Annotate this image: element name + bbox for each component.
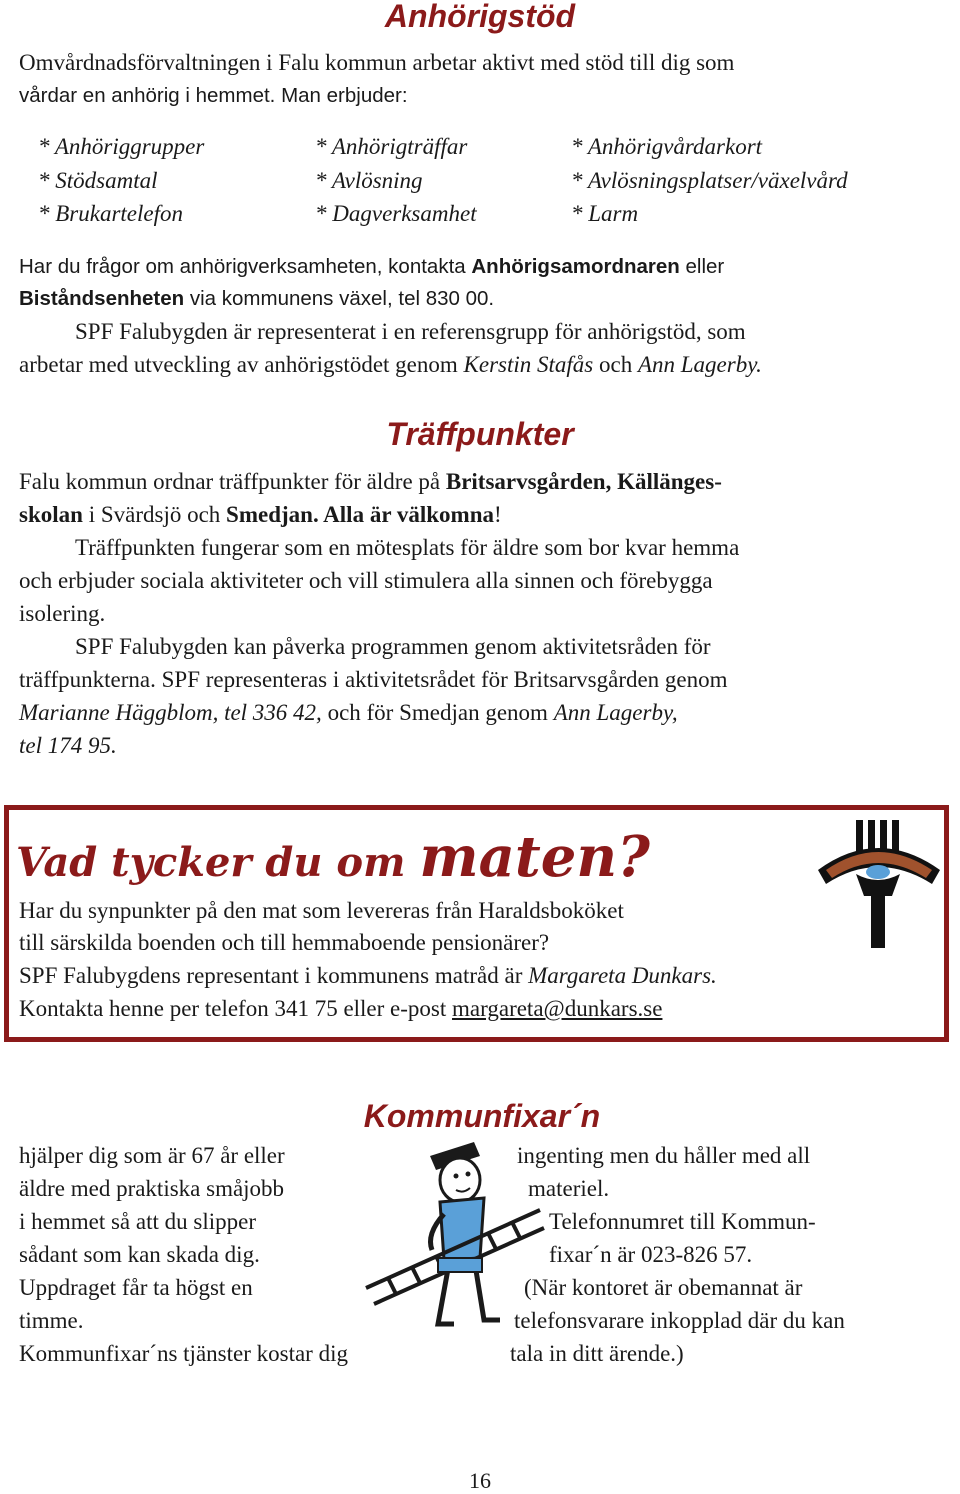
offering-item: * Avlösningsplatser/växelvård xyxy=(571,168,848,193)
contact-text: eller xyxy=(679,255,725,278)
offering-item: * Brukartelefon xyxy=(38,201,183,226)
offering-item: * Anhöriggrupper xyxy=(38,134,205,159)
right-line: telefonsvarare inkopplad där du kan xyxy=(514,1308,845,1333)
page-number: 16 xyxy=(469,1468,491,1493)
spf-line xyxy=(19,348,762,381)
traff-places: Smedjan. Alla är välkomna xyxy=(226,502,494,527)
left-line: sådant som kan skada dig. xyxy=(19,1242,260,1267)
left-line: hjälper dig som är 67 år eller xyxy=(19,1143,285,1168)
traff-line xyxy=(19,465,722,498)
section-title-traffpunkter: Träffpunkter xyxy=(386,416,574,452)
left-line: i hemmet så att du slipper xyxy=(19,1209,256,1234)
traff-line xyxy=(19,498,502,531)
section-title-kommunfixarn: Kommunfixar´n xyxy=(363,1098,601,1134)
traff-places: skolan xyxy=(19,502,83,527)
food-line: till särskilda boenden och till hemmaboende pensionärer? xyxy=(19,930,550,955)
right-line: fixar´n är 023-826 57. xyxy=(549,1242,753,1267)
right-line: (När kontoret är obemannat är xyxy=(524,1275,803,1300)
food-text: Kontakta henne per telefon 341 75 eller e-post xyxy=(19,996,453,1021)
traff-text: ! xyxy=(494,502,502,527)
food-representative: Margareta Dunkars. xyxy=(528,963,717,988)
traff-line: Träffpunkten fungerar som en mötesplats för äldre som bor kvar hemma xyxy=(75,535,740,560)
traff-line: och erbjuder sociala aktiviteter och vill stimulera alla sinnen och förebygga xyxy=(19,568,713,593)
traff-contact-name: Marianne Häggblom, tel 336 42, xyxy=(19,700,322,725)
spf-name: Ann Lagerby. xyxy=(637,352,762,377)
food-line xyxy=(19,959,717,992)
left-line: Uppdraget får ta högst en xyxy=(19,1275,253,1300)
food-text: SPF Falubygdens representant i kommunens matråd är xyxy=(19,963,529,988)
traff-text: Falu kommun ordnar träffpunkter för äldre på xyxy=(19,469,446,494)
traff-places: Britsarvsgården, Källänges- xyxy=(445,469,722,494)
traff-contact-name: Ann Lagerby, xyxy=(553,700,678,725)
offering-item: * Anhörigvårdarkort xyxy=(571,134,763,159)
section-title-anhorigstod: Anhörigstöd xyxy=(384,0,576,34)
right-line: materiel. xyxy=(528,1176,610,1201)
spf-name: Kerstin Stafås xyxy=(463,352,594,377)
traff-line xyxy=(19,696,678,729)
right-line: Telefonnumret till Kommun- xyxy=(549,1209,816,1234)
traff-line: träffpunkterna. SPF representeras i aktivitetsrådet för Britsarvsgården genom xyxy=(19,667,728,692)
contact-line xyxy=(19,250,724,283)
offering-item: * Stödsamtal xyxy=(38,168,158,193)
contact-text: via kommunens växel, tel 830 00. xyxy=(184,287,495,310)
spf-text: arbetar med utveckling av anhörigstödet genom xyxy=(19,352,464,377)
traff-text: och för Smedjan genom xyxy=(321,700,554,725)
left-line: Kommunfixar´ns tjänster kostar dig xyxy=(19,1341,348,1366)
contact-bistandsenheten: Biståndsenheten xyxy=(19,287,185,310)
left-line: timme. xyxy=(19,1308,84,1333)
offering-item: * Dagverksamhet xyxy=(315,201,477,226)
left-line: äldre med praktiska småjobb xyxy=(19,1176,285,1201)
contact-anhorigsamordnaren: Anhörigsamordnaren xyxy=(471,255,680,278)
handyman-ladder-icon xyxy=(360,1138,545,1338)
fork-sausage-icon xyxy=(808,818,948,950)
email-link[interactable]: margareta@dunkars.se xyxy=(452,996,663,1021)
food-title-small: Vad tycker du om xyxy=(16,839,420,886)
offering-item: * Anhörigträffar xyxy=(315,134,468,159)
right-line: ingenting men du håller med all xyxy=(517,1143,811,1168)
food-title-big: maten? xyxy=(419,824,650,890)
offering-item: * Larm xyxy=(571,201,639,226)
food-line xyxy=(19,992,662,1025)
spf-line: SPF Falubygden är representerat i en referensgrupp för anhörigstöd, som xyxy=(75,319,746,344)
offering-item: * Avlösning xyxy=(315,168,423,193)
traff-line: tel 174 95. xyxy=(19,733,117,758)
traff-line: isolering. xyxy=(19,601,106,626)
food-line: Har du synpunkter på den mat som levereras från Haraldsboköket xyxy=(19,898,624,923)
right-line: tala in ditt ärende.) xyxy=(510,1341,684,1366)
traff-line: SPF Falubygden kan påverka programmen genom aktivitetsråden för xyxy=(75,634,711,659)
food-title xyxy=(16,824,650,890)
intro-line: Omvårdnadsförvaltningen i Falu kommun arbetar aktivt med stöd till dig som xyxy=(19,50,735,75)
contact-text: Har du frågor om anhörigverksamheten, kontakta xyxy=(19,255,472,278)
intro-line: vårdar en anhörig i hemmet. Man erbjuder: xyxy=(19,84,408,107)
contact-line xyxy=(19,282,494,315)
spf-text: och xyxy=(593,352,638,377)
traff-text: i Svärdsjö och xyxy=(82,502,227,527)
